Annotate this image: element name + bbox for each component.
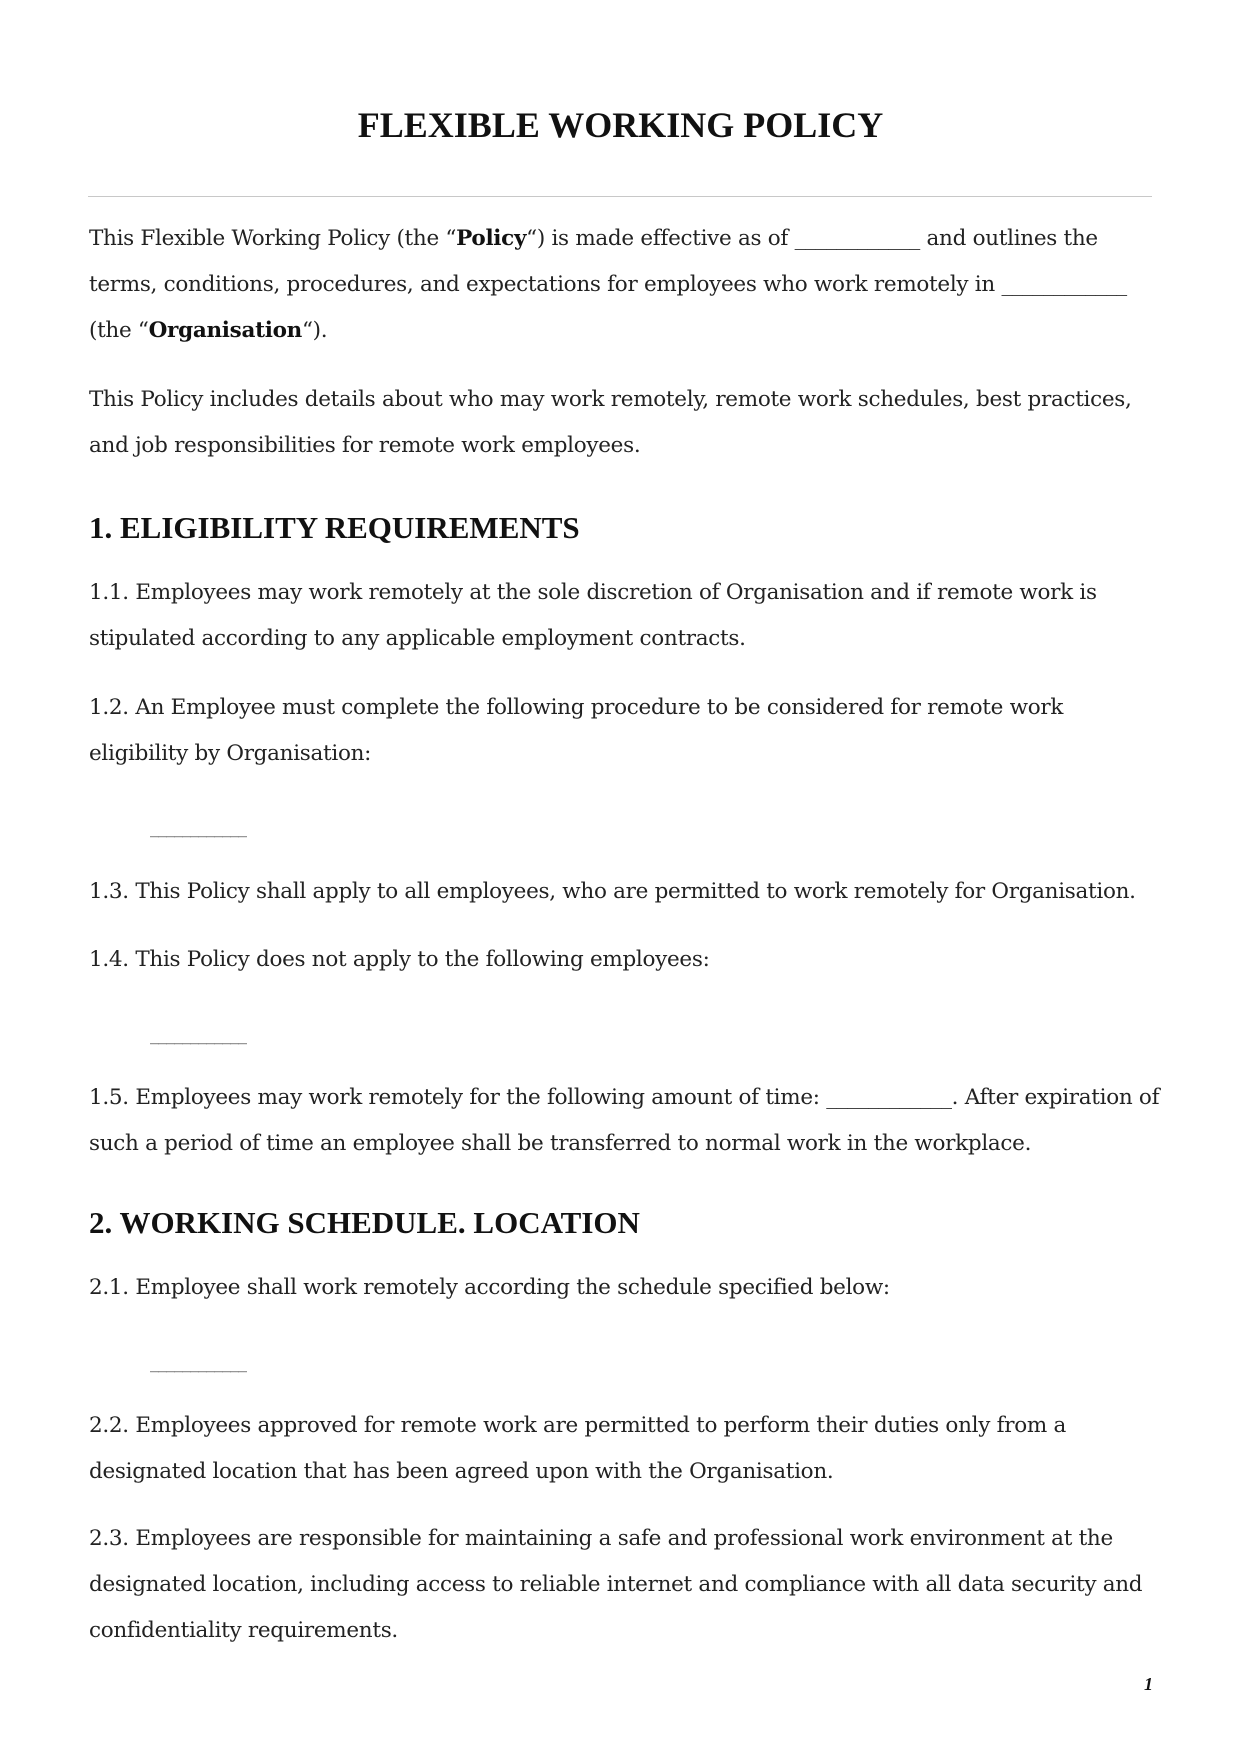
- scope-paragraph: [89, 377, 1159, 469]
- clause-1-2-blank: ____________: [150, 817, 246, 838]
- scope-line-2: and job responsibilities for remote work employees.: [89, 433, 641, 458]
- clause-1-1: 1.1. Employees may work remotely at the sole discretion of Organisation and if remote work is stipulated according to any applicable employment contracts.: [89, 580, 1097, 651]
- page-number: 1: [1144, 1674, 1153, 1694]
- clause-1-2: 1.2. An Employee must complete the following procedure to be considered for remote work eligibility by Organisation:: [89, 695, 1064, 766]
- intro-line-3: (the “Organisation“).: [89, 318, 328, 343]
- intro-line-2: terms, conditions, procedures, and expectations for employees who work remotely in ____________: [89, 272, 1127, 297]
- intro-line-1: This Flexible Working Policy (the “Policy“) is made effective as of ____________ and outlines the: [89, 226, 1098, 251]
- policy-term: Policy: [456, 226, 527, 251]
- clause-1-3: 1.3. This Policy shall apply to all employees, who are permitted to work remotely for Organisation.: [89, 879, 1136, 904]
- scope-line-1: This Policy includes details about who may work remotely, remote work schedules, best practices,: [89, 387, 1132, 412]
- clause-1-4: 1.4. This Policy does not apply to the following employees:: [89, 947, 710, 972]
- clause-2-2: 2.2. Employees approved for remote work are permitted to perform their duties only from a designated location that has been agreed upon with the Organisation.: [89, 1413, 1066, 1484]
- clause-2-1-blank: ____________: [150, 1352, 246, 1373]
- organisation-term: Organisation: [148, 318, 302, 343]
- clause-2-3: 2.3. Employees are responsible for maintaining a safe and professional work environment at the designated location, including access to reliable internet and compliance with all data security and confidentiality requirements.: [89, 1526, 1143, 1643]
- clause-1-4-blank: ____________: [150, 1024, 246, 1045]
- intro-paragraph: [89, 216, 1159, 354]
- clause-1-5: 1.5. Employees may work remotely for the following amount of time: ____________. After expiration of such a period of time an employee shall be transferred to normal work in the workplace.: [89, 1085, 1160, 1156]
- section-1-heading: 1. ELIGIBILITY REQUIREMENTS: [89, 510, 580, 545]
- title-divider: [88, 196, 1152, 197]
- section-2-heading: 2. WORKING SCHEDULE. LOCATION: [89, 1205, 640, 1240]
- clause-2-1: 2.1. Employee shall work remotely according the schedule specified below:: [89, 1275, 890, 1300]
- document-title: FLEXIBLE WORKING POLICY: [357, 105, 884, 145]
